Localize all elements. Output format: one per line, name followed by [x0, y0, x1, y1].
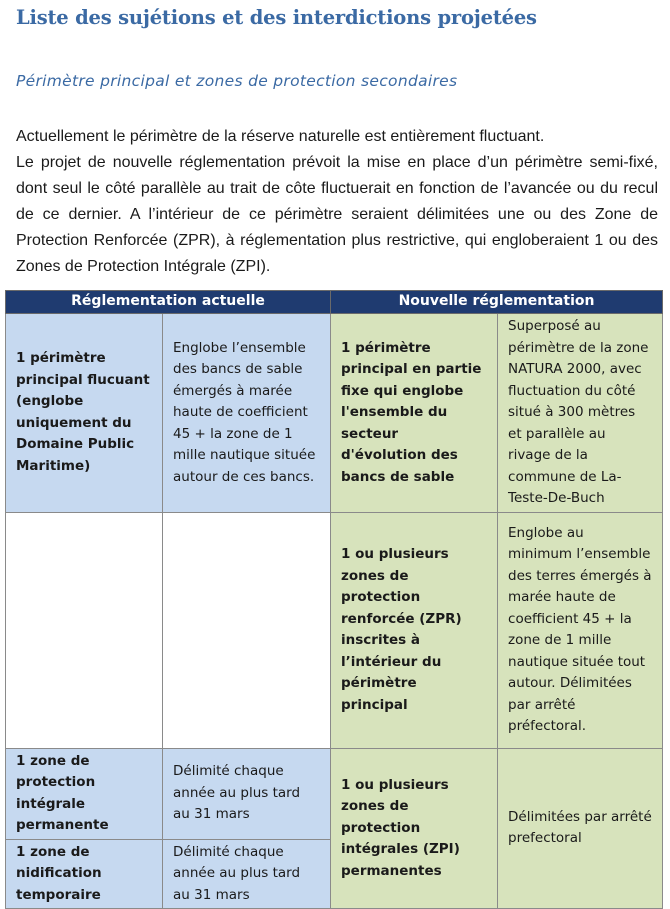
header-new-regulation: Nouvelle réglementation: [331, 291, 663, 314]
empty-cell: [163, 512, 331, 748]
intro-line-1: Actuellement le périmètre de la réserve naturelle est entièrement fluctuant.: [16, 128, 545, 145]
new-zpr-name: 1 ou plusieurs zones de protection renforcée (ZPR) inscrites à l’intérieur du périmètre principal: [331, 512, 498, 748]
section-subtitle: Périmètre principal et zones de protection secondaires: [16, 72, 458, 90]
table-row: [6, 314, 663, 513]
current-nesting-zone-desc: Délimité chaque année au plus tard au 31 mars: [163, 839, 331, 909]
regulation-comparison-table: [5, 290, 663, 909]
new-zpi-desc: Délimitées par arrêté prefectoral: [498, 748, 663, 909]
new-perimeter-name: 1 périmètre principal en partie fixe qui englobe l'ensemble du secteur d'évolution des bancs de sable: [331, 314, 498, 513]
current-perimeter-desc: Englobe l’ensemble des bancs de sable émergés à marée haute de coefficient 45 + la zone de 1 mille nautique située autour de ces bancs.: [163, 314, 331, 513]
current-nesting-zone-name: 1 zone de nidification temporaire: [6, 839, 163, 909]
new-zpr-desc: Englobe au minimum l’ensemble des terres émergés à marée haute de coefficient 45 + la zone de 1 mille nautique située tout autour. Délimitées par arrêté préfectoral.: [498, 512, 663, 748]
intro-line-2: Le projet de nouvelle réglementation prévoit la mise en place d’un périmètre semi-fixé, dont seul le côté parallèle au trait de côte fluctuerait en fonction de l’avancée ou du recul de ce dernier. A l’intérieur de ce périmètre seraient délimitées une ou des Zone de Protection Renforcée (ZPR), à réglementation plus restrictive, qui engloberaient 1 ou des Zones de Protection Intégrale (ZPI).: [16, 154, 658, 275]
new-perimeter-desc: Superposé au périmètre de la zone NATURA 2000, avec fluctuation du côté situé à 300 mètres et parallèle au rivage de la commune de La-Teste-De-Buch: [498, 314, 663, 513]
empty-cell: [6, 512, 163, 748]
page-title: Liste des sujétions et des interdictions projetées: [16, 6, 537, 29]
table-row: [6, 748, 663, 839]
table-header-row: [6, 291, 663, 314]
current-perimeter-name: 1 périmètre principal flucuant (englobe uniquement du Domaine Public Maritime): [6, 314, 163, 513]
current-integral-zone-desc: Délimité chaque année au plus tard au 31 mars: [163, 748, 331, 839]
intro-paragraph: [16, 124, 658, 280]
header-current-regulation: Réglementation actuelle: [6, 291, 331, 314]
table-row: [6, 512, 663, 748]
current-integral-zone-name: 1 zone de protection intégrale permanente: [6, 748, 163, 839]
new-zpi-name: 1 ou plusieurs zones de protection intégrales (ZPI) permanentes: [331, 748, 498, 909]
